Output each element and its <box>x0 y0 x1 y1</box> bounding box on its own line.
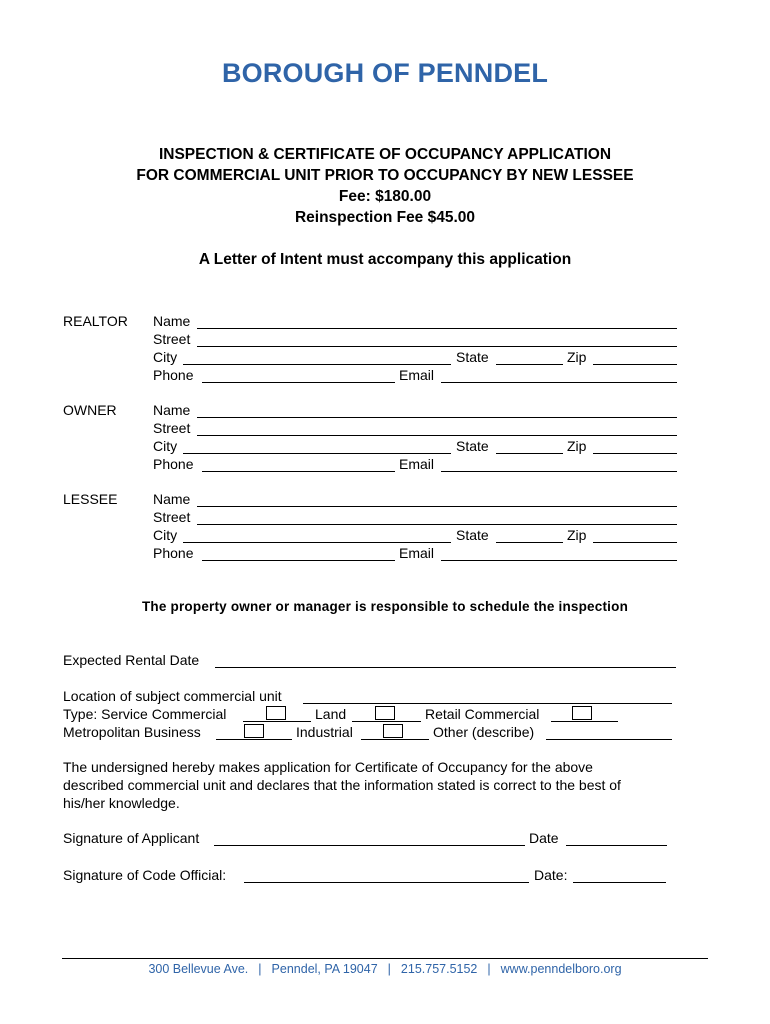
lessee-phone-label: Phone <box>153 545 194 561</box>
realtor-label: REALTOR <box>63 313 128 329</box>
code-official-signature-field[interactable] <box>244 882 529 883</box>
expected-rental-date-label: Expected Rental Date <box>63 652 200 668</box>
service-commercial-checkbox[interactable] <box>266 706 286 720</box>
declaration-line3: his/her knowledge. <box>63 795 180 811</box>
industrial-line <box>361 739 429 740</box>
footer-separator: | <box>487 962 491 976</box>
owner-street-field[interactable] <box>197 435 677 436</box>
footer-separator: | <box>387 962 391 976</box>
code-official-date-label: Date: <box>534 867 568 883</box>
fee-text: Fee: $180.00 <box>338 188 432 205</box>
realtor-street-label: Street <box>153 331 191 347</box>
lessee-name-label: Name <box>153 491 191 507</box>
applicant-date-field[interactable] <box>566 845 667 846</box>
owner-zip-field[interactable] <box>593 453 677 454</box>
owner-city-field[interactable] <box>183 453 451 454</box>
metropolitan-business-label: Metropolitan Business <box>63 724 201 740</box>
footer-contact <box>0 962 770 976</box>
owner-phone-field[interactable] <box>202 471 395 472</box>
owner-state-field[interactable] <box>496 453 563 454</box>
retail-commercial-checkbox[interactable] <box>572 706 592 720</box>
realtor-email-field[interactable] <box>441 382 677 383</box>
lessee-email-field[interactable] <box>441 560 677 561</box>
lessee-zip-label: Zip <box>567 527 587 543</box>
owner-state-label: State <box>456 438 489 454</box>
service-commercial-line <box>243 721 311 722</box>
owner-phone-label: Phone <box>153 456 194 472</box>
land-checkbox[interactable] <box>375 706 395 720</box>
reinspection-fee-text: Reinspection Fee $45.00 <box>294 209 476 226</box>
retail-commercial-line <box>551 721 618 722</box>
lessee-city-field[interactable] <box>183 542 451 543</box>
land-label: Land <box>315 706 347 722</box>
page-title: BOROUGH OF PENNDEL <box>221 58 549 88</box>
realtor-street-field[interactable] <box>197 346 677 347</box>
owner-email-field[interactable] <box>441 471 677 472</box>
form-title-line1: INSPECTION & CERTIFICATE OF OCCUPANCY APPLICATION <box>158 146 612 163</box>
realtor-name-label: Name <box>153 313 191 329</box>
code-official-signature-label: Signature of Code Official: <box>63 867 227 883</box>
footer-address: 300 Bellevue Ave. <box>148 962 249 976</box>
realtor-zip-label: Zip <box>567 349 587 365</box>
industrial-checkbox[interactable] <box>383 724 403 738</box>
metropolitan-business-line <box>216 739 292 740</box>
footer-phone: 215.757.5152 <box>400 962 478 976</box>
lessee-city-label: City <box>153 527 178 543</box>
lessee-street-label: Street <box>153 509 191 525</box>
footer-divider <box>62 958 708 959</box>
applicant-signature-label: Signature of Applicant <box>63 830 200 846</box>
type-service-commercial-label: Type: Service Commercial <box>63 706 227 722</box>
lessee-email-label: Email <box>399 545 435 561</box>
owner-label: OWNER <box>63 402 117 418</box>
expected-rental-date-field[interactable] <box>215 667 676 668</box>
location-label: Location of subject commercial unit <box>63 688 282 704</box>
declaration-line1: The undersigned hereby makes application for Certificate of Occupancy for the above <box>63 759 593 775</box>
owner-street-label: Street <box>153 420 191 436</box>
metropolitan-business-checkbox[interactable] <box>244 724 264 738</box>
other-describe-label: Other (describe) <box>433 724 535 740</box>
code-official-date-field[interactable] <box>573 882 666 883</box>
lessee-street-field[interactable] <box>197 524 677 525</box>
inspection-note: The property owner or manager is responsible to schedule the inspection <box>141 599 629 614</box>
realtor-phone-field[interactable] <box>202 382 395 383</box>
lessee-phone-field[interactable] <box>202 560 395 561</box>
applicant-signature-field[interactable] <box>214 845 525 846</box>
realtor-phone-label: Phone <box>153 367 194 383</box>
applicant-date-label: Date <box>529 830 559 846</box>
realtor-email-label: Email <box>399 367 435 383</box>
lessee-state-label: State <box>456 527 489 543</box>
owner-zip-label: Zip <box>567 438 587 454</box>
owner-name-field[interactable] <box>197 417 677 418</box>
lessee-name-field[interactable] <box>197 506 677 507</box>
location-field[interactable] <box>303 703 672 704</box>
lessee-label: LESSEE <box>63 491 118 507</box>
declaration-line2: described commercial unit and declares that the information stated is correct to the best of <box>63 777 621 793</box>
other-describe-field[interactable] <box>546 739 672 740</box>
form-title-line2: FOR COMMERCIAL UNIT PRIOR TO OCCUPANCY BY NEW LESSEE <box>136 167 634 184</box>
realtor-city-field[interactable] <box>183 364 451 365</box>
owner-email-label: Email <box>399 456 435 472</box>
owner-city-label: City <box>153 438 178 454</box>
footer-city: Penndel, PA 19047 <box>271 962 378 976</box>
realtor-name-field[interactable] <box>197 328 677 329</box>
footer-website-link[interactable]: www.penndelboro.org <box>500 962 622 976</box>
industrial-label: Industrial <box>296 724 353 740</box>
lessee-zip-field[interactable] <box>593 542 677 543</box>
realtor-state-label: State <box>456 349 489 365</box>
letter-of-intent-notice: A Letter of Intent must accompany this application <box>198 251 572 268</box>
owner-name-label: Name <box>153 402 191 418</box>
land-line <box>352 721 421 722</box>
realtor-zip-field[interactable] <box>593 364 677 365</box>
footer-separator: | <box>258 962 262 976</box>
lessee-state-field[interactable] <box>496 542 563 543</box>
retail-commercial-label: Retail Commercial <box>425 706 540 722</box>
realtor-city-label: City <box>153 349 178 365</box>
realtor-state-field[interactable] <box>496 364 563 365</box>
